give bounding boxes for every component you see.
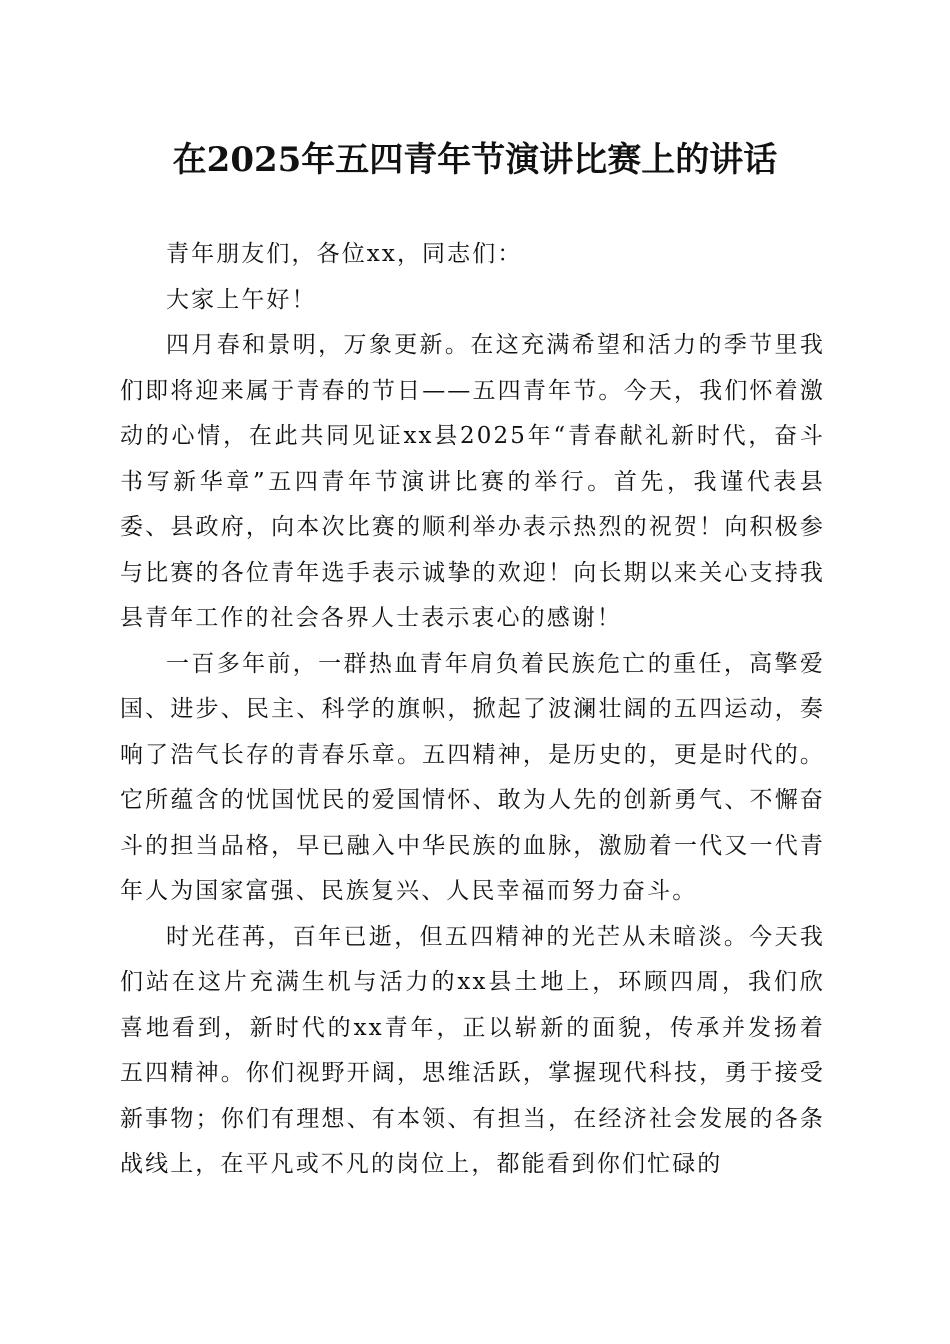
greeting-paragraph: 大家上午好！ [166, 286, 317, 313]
document-title: 在2025年五四青年节演讲比赛上的讲话 [172, 140, 778, 180]
salutation-paragraph: 青年朋友们，各位xx，同志们： [166, 241, 523, 267]
body-paragraph: 四月春和景明，万象更新。在这充满希望和活力的季节里我们即将迎来属于青春的节日——五四青年节。今天，我们怀着激动的心情，在此共同见证xx县2025年“青春献礼新时代，奋斗书写新华章”五四青年节演讲比赛的举行。首先，我谨代表县委、县政府，向本次比赛的顺利举办表示热烈的祝贺！向积极参与比赛的各位青年选手表示诚挚的欢迎！向长期以来关心支持我县青年工作的社会各界人士表示衷心的感谢！ [120, 332, 825, 631]
document-body [120, 232, 825, 1188]
body-paragraph: 一百多年前，一群热血青年肩负着民族危亡的重任，高擎爱国、进步、民主、科学的旗帜，掀起了波澜壮阔的五四运动，奏响了浩气长存的青春乐章。五四精神，是历史的，更是时代的。它所蕴含的忧国忧民的爱国情怀、敢为人先的创新勇气、不懈奋斗的担当品格，早已融入中华民族的血脉，激励着一代又一代青年人为国家富强、民族复兴、人民幸福而努力奋斗。 [120, 650, 825, 904]
body-paragraph: 时光荏苒，百年已逝，但五四精神的光芒从未暗淡。今天我们站在这片充满生机与活力的xx县土地上，环顾四周，我们欣喜地看到，新时代的xx青年，正以崭新的面貌，传承并发扬着五四精神。你们视野开阔，思维活跃，掌握现代科技，勇于接受新事物；你们有理想、有本领、有担当，在经济社会发展的各条战线上，在平凡或不凡的岗位上，都能看到你们忙碌的 [120, 923, 825, 1177]
